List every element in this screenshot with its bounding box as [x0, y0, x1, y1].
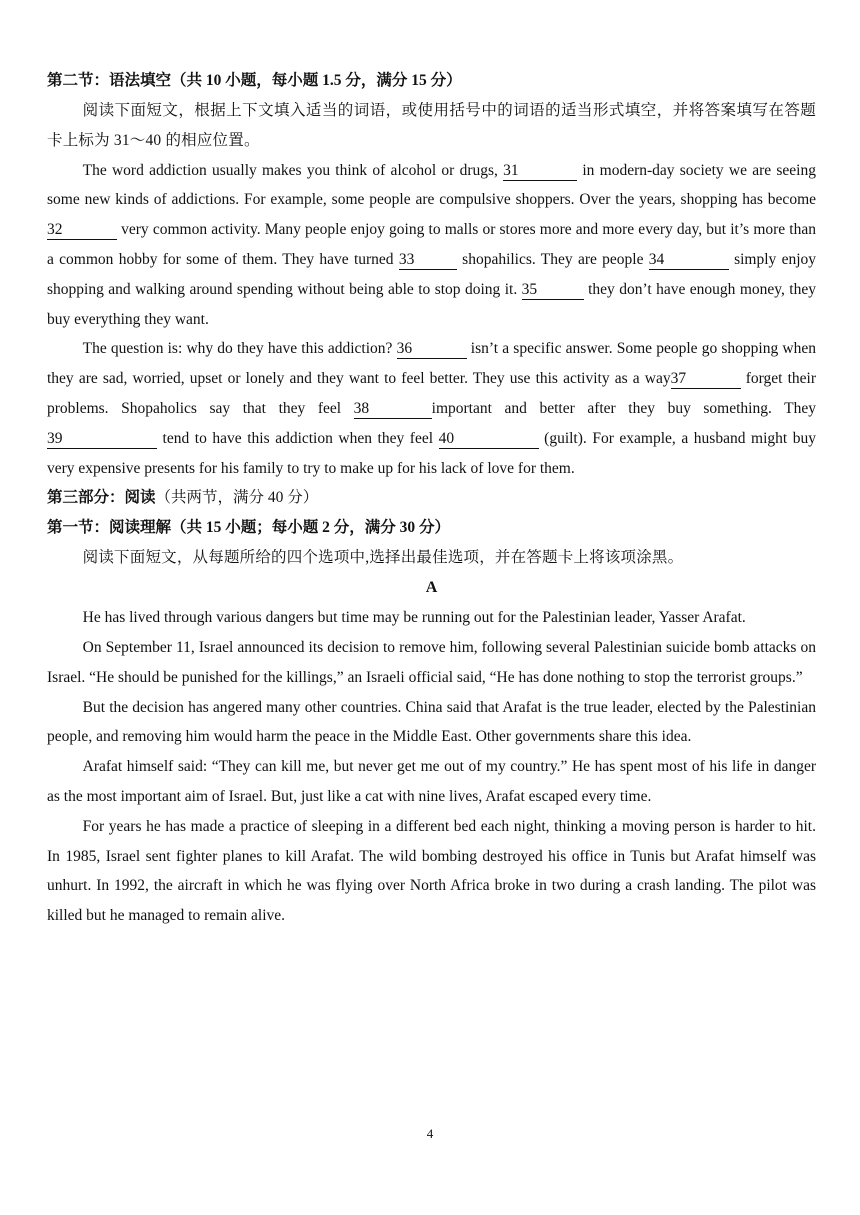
section2-title: 第二节：语法填空（共 10 小题，每小题 1.5 分，满分 15 分） — [47, 72, 462, 89]
blank-34: 34 — [649, 251, 729, 270]
text-run: tend to have this addiction when they feel — [157, 429, 439, 447]
section1-title: 第一节：阅读理解（共 15 小题；每小题 2 分，满分 30 分） — [47, 519, 451, 537]
text-run: isn’t a specific answer. Some people go shopping when they are sad, worried, upset or lonely and they want to feel better. They use this activity as a way — [47, 340, 816, 388]
passage-paragraph: He has lived through various dangers but time may be running out for the Palestinian leader, Yasser Arafat. — [82, 609, 746, 627]
cloze-paragraph-2 — [47, 334, 816, 483]
text-run: (guilt). For example, a husband might buy very expensive presents for his family to try to make up for his lack of love for them. — [47, 429, 816, 477]
part3-title-note: （共两节，满分 40 分） — [155, 489, 319, 507]
text-run: in modern-day society we are seeing some new kinds of addictions. For example, some people are compulsive shoppers. Over the years, shopping has become — [47, 161, 816, 209]
section1-instruction: 阅读下面短文，从每题所给的四个选项中,选择出最佳选项，并在答题卡上将该项涂黑。 — [82, 549, 684, 567]
text-run: shopahilics. They are people — [456, 250, 649, 268]
cloze-paragraph-1 — [47, 156, 816, 335]
passage-paragraph: For years he has made a practice of sleeping in a different bed each night, thinking a moving person is harder to hit. In 1985, Israel sent fighter planes to kill Arafat. The wild bombing destroyed his office in Tunis but Arafat himself was unhurt. In 1992, the aircraft in which he was flying over North Africa broke in two during a crash landing. The pilot was killed but he managed to remain alive. — [47, 817, 816, 925]
blank-38: 38 — [354, 400, 432, 419]
text-run: The question is: why do they have this addiction? — [82, 340, 397, 358]
text-run: very common activity. Many people enjoy going to malls or stores more and more every day, but it’s more than a common hobby for some of them. They have turned — [47, 221, 816, 268]
blank-37: 37 — [671, 370, 741, 389]
blank-39: 39 — [47, 430, 157, 449]
passage-paragraph: Arafat himself said: “They can kill me, but never get me out of my country.” He has spent most of his life in danger as the most important aim of Israel. But, just like a cat with nine lives, Arafat escaped every time. — [47, 758, 816, 805]
passage-letter: A — [425, 579, 438, 597]
text-run: The word addiction usually makes you think of alcohol or drugs, — [82, 161, 504, 179]
part3-title-bold: 第三部分：阅读 — [47, 489, 156, 507]
section2-instruction: 阅读下面短文，根据上下文填入适当的词语，或使用括号中的词语的适当形式填空，并将答案填写在答题卡上标为 31～40 的相应位置。 — [47, 102, 816, 149]
passage-paragraph: But the decision has angered many other countries. China said that Arafat is the true leader, elected by the Palestinian people, and removing him would harm the peace in the Middle East. Other governments share this idea. — [47, 698, 816, 746]
text-run: simply enjoy shopping and walking around spending without being able to stop doing it. — [47, 250, 817, 298]
blank-31: 31 — [503, 162, 577, 181]
text-run: forget their problems. Shopaholics say that they feel — [47, 370, 816, 417]
blank-40: 40 — [439, 430, 539, 449]
passage-paragraph: On September 11, Israel announced its decision to remove him, following several Palestinian suicide bomb attacks on Israel. “He should be punished for the killings,” an Israeli official said, “He has done nothing to stop the terrorist groups.” — [47, 638, 816, 686]
page-number: 4 — [426, 1126, 434, 1141]
blank-32: 32 — [47, 221, 117, 240]
blank-36: 36 — [397, 340, 467, 359]
part3-title — [47, 483, 816, 513]
document-page — [47, 66, 816, 931]
text-run: important and better after they buy something. They — [431, 399, 817, 417]
text-run: they don’t have enough money, they buy everything they want. — [47, 280, 816, 328]
blank-35: 35 — [522, 281, 584, 300]
blank-33: 33 — [399, 251, 457, 270]
